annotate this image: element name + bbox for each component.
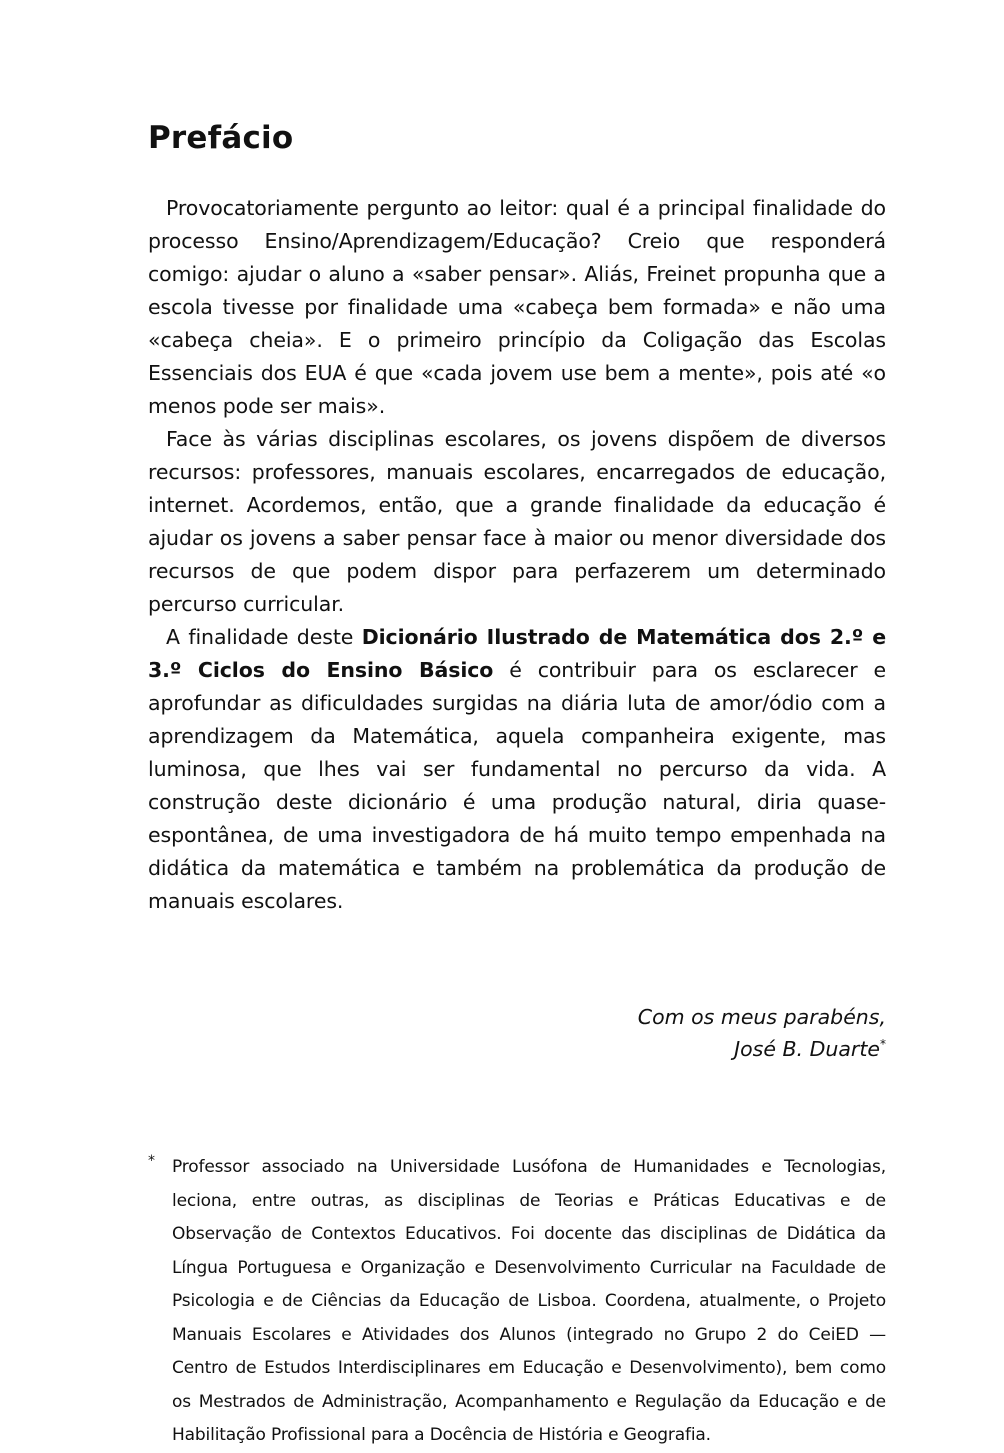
page-title: Prefácio bbox=[148, 120, 294, 156]
dictionary-title: Dicionário Ilustrado de Matemática dos 2.º e 3.º Ciclos do Ensino Básico bbox=[148, 625, 887, 682]
author-name: José B. Duarte bbox=[734, 1037, 880, 1061]
signature-block bbox=[148, 1001, 886, 1065]
footnote bbox=[148, 1151, 886, 1453]
paragraph-3 bbox=[148, 621, 886, 918]
paragraph-3-rest: é contribuir para os esclarecer e aprofundar as dificuldades surgidas na diária luta de amor/ódio com a aprendizagem da Matemática, aquela companheira exigente, mas luminosa, que lhes vai ser fundamental no percurso da vida. A construção deste dicionário é uma produção natural, diria quase-espontânea, de uma investigadora de há muito tempo empenhada na didática da matemática e também na problemática da produção de manuais escolares. bbox=[148, 658, 886, 913]
signature-closing: Com os meus parabéns, bbox=[637, 1005, 886, 1029]
footnote-reference: * bbox=[880, 1037, 886, 1052]
preface-page bbox=[148, 118, 886, 1453]
paragraph-3-intro: A finalidade deste bbox=[166, 625, 362, 649]
paragraph-1: Provocatoriamente pergunto ao leitor: qual é a principal finalidade do processo Ensino/Aprendizagem/Educação? Creio que responderá comigo: ajudar o aluno a «saber pensar». Aliás, Freinet propunha que a escola tivesse por finalidade uma «cabeça bem formada» e não uma «cabeça cheia». E o primeiro princípio da Coligação das Escolas Essenciais dos EUA é que «cada jovem use bem a mente», pois até «o menos pode ser mais». bbox=[148, 196, 886, 418]
signature-author bbox=[148, 1033, 886, 1065]
preface-body bbox=[148, 192, 886, 918]
paragraph-2: Face às várias disciplinas escolares, os jovens dispõem de diversos recursos: professores, manuais escolares, encarregados de educação, internet. Acordemos, então, que a grande finalidade da educação é ajudar os jovens a saber pensar face à maior ou menor diversidade dos recursos de que podem dispor para perfazerem um determinado percurso curricular. bbox=[148, 427, 886, 616]
footnote-text: Professor associado na Universidade Lusófona de Humanidades e Tecnologias, leciona, entre outras, as disciplinas de Teorias e Práticas Educativas e de Observação de Contextos Educativos. Foi docente das disciplinas de Didática da Língua Portuguesa e Organização e Desenvolvimento Curricular na Faculdade de Psicologia e de Ciências da Educação de Lisboa. Coordena, atualmente, o Projeto Manuais Escolares e Atividades dos Alunos (integrado no Grupo 2 do CeiED — Centro de Estudos Interdisciplinares em Educação e Desenvolvimento), bem como os Mestrados de Administração, Acompanhamento e Regulação da Educação e de Habilitação Profissional para a Docência de História e Geografia. bbox=[172, 1157, 886, 1445]
footnote-mark: * bbox=[148, 1153, 155, 1169]
